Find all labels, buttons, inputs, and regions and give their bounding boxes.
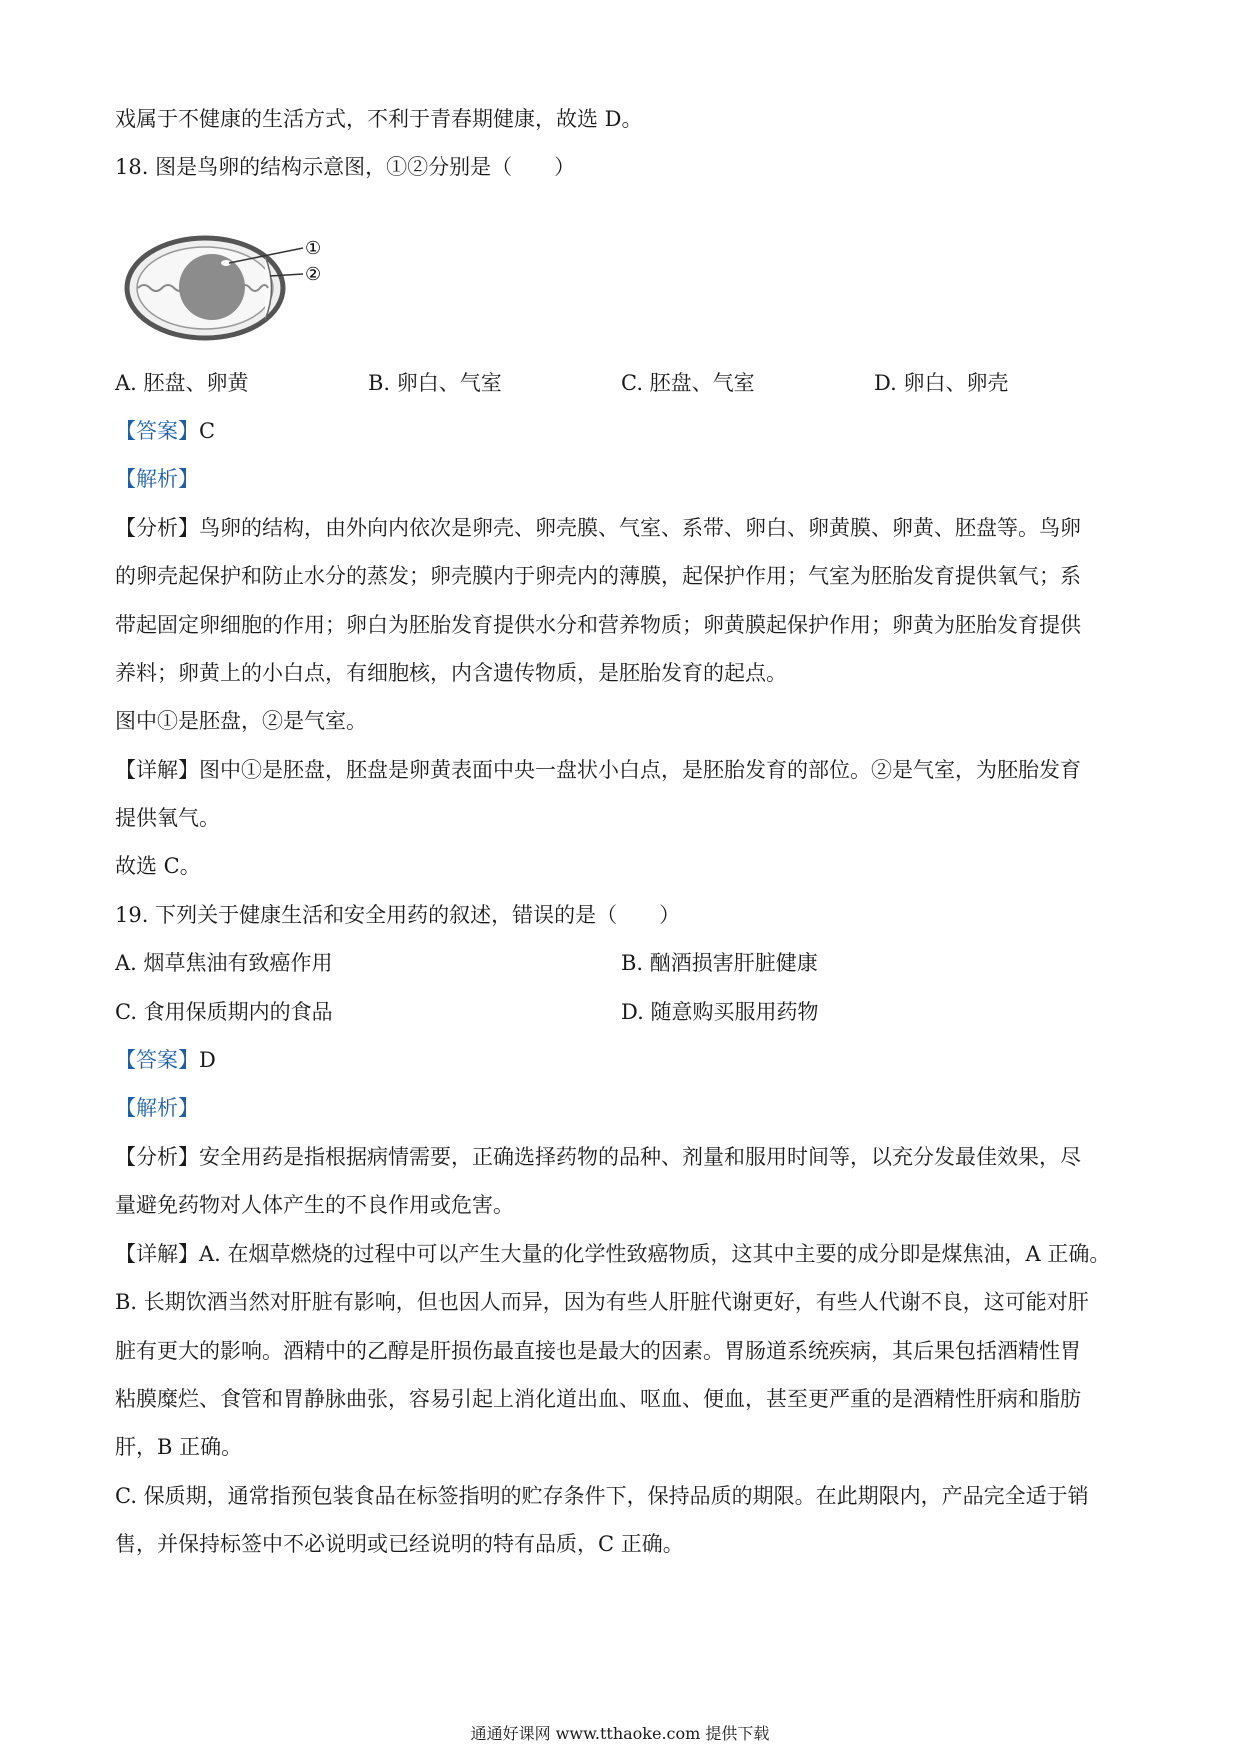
text-line: 脏有更大的影响。酒精中的乙醇是肝损伤最直接也是最大的因素。胃肠道系统疾病，其后果包括酒精性胃 <box>115 1339 1081 1363</box>
q19-answer-value: D <box>199 1048 216 1072</box>
q18-analysis-line <box>115 513 1130 543</box>
text-line: B. 长期饮酒当然对肝脏有影响，但也因人而异，因为有些人肝脏代谢更好，有些人代谢不良，这可能对肝 <box>115 1290 1089 1314</box>
text-line: A. 在烟草燃烧的过程中可以产生大量的化学性致癌物质，这其中主要的成分即是煤焦油，A 正确。 <box>199 1242 1111 1266</box>
q18-analysis-heading <box>115 464 1130 494</box>
text-line: 养料；卵黄上的小白点，有细胞核，内含遗传物质，是胚胎发育的起点。 <box>115 661 787 685</box>
label-1: ① <box>305 238 322 259</box>
q18-option-d: D. 卵白、卵壳 <box>874 371 1009 395</box>
question-18: 18. 图是鸟卵的结构示意图，①②分别是（ ） <box>115 155 576 179</box>
text-line: 肝，B 正确。 <box>115 1435 243 1459</box>
footer-watermark: 通通好课网 www.tthaoke.com 提供下载 <box>470 1724 770 1743</box>
text-line: 提供氧气。 <box>115 806 220 830</box>
yolk <box>179 254 245 320</box>
q18-option-c: C. 胚盘、气室 <box>621 371 755 395</box>
q18-detail-line <box>115 755 1130 785</box>
q19-option-b: B. 酗酒损害肝脏健康 <box>621 951 818 975</box>
q19-option-d: D. 随意购买服用药物 <box>621 1000 819 1024</box>
text-line: 故选 C。 <box>115 854 201 878</box>
q18-answer-value: C <box>199 419 216 443</box>
analysis-tag: 【解析】 <box>115 467 199 491</box>
text-line: 鸟卵的结构，由外向内依次是卵壳、卵壳膜、气室、系带、卵白、卵黄膜、卵黄、胚盘等。鸟卵 <box>199 516 1081 540</box>
q18-answer-line <box>115 416 1130 446</box>
text-line: 售，并保持标签中不必说明或已经说明的特有品质，C 正确。 <box>115 1532 684 1556</box>
q19-option-a: A. 烟草焦油有致癌作用 <box>115 951 333 975</box>
answer-tag: 【答案】 <box>115 1048 199 1072</box>
text-line: 带起固定卵细胞的作用；卵白为胚胎发育提供水分和营养物质；卵黄膜起保护作用；卵黄为胚胎发育提供 <box>115 613 1081 637</box>
q19-analysis-line <box>115 1142 1130 1172</box>
xiangjie-tag: 【详解】 <box>115 758 199 782</box>
q19-answer-line <box>115 1045 1130 1075</box>
q18-option-a: A. 胚盘、卵黄 <box>115 371 249 395</box>
text-line: 量避免药物对人体产生的不良作用或危害。 <box>115 1193 514 1217</box>
text-line: 安全用药是指根据病情需要，正确选择药物的品种、剂量和服用时间等，以充分发最佳效果，尽 <box>199 1145 1081 1169</box>
q19-option-c: C. 食用保质期内的食品 <box>115 1000 333 1024</box>
label-2: ② <box>305 264 322 285</box>
text-line: 戏属于不健康的生活方式，不利于青春期健康，故选 D。 <box>115 107 643 131</box>
text-line: 图中①是胚盘，胚盘是卵黄表面中央一盘状小白点，是胚胎发育的部位。②是气室，为胚胎发育 <box>199 758 1081 782</box>
fenxi-tag: 【分析】 <box>115 1145 199 1169</box>
analysis-tag: 【解析】 <box>115 1096 199 1120</box>
xiangjie-tag: 【详解】 <box>115 1242 199 1266</box>
q19-detail-line <box>115 1239 1130 1269</box>
text-line: C. 保质期，通常指预包装食品在标签指明的贮存条件下，保持品质的期限。在此期限内，产品完全适于销 <box>115 1484 1089 1508</box>
text-line: 的卵壳起保护和防止水分的蒸发；卵壳膜内于卵壳内的薄膜，起保护作用；气室为胚胎发育提供氧气；系 <box>115 564 1081 588</box>
answer-tag: 【答案】 <box>115 419 199 443</box>
fenxi-tag: 【分析】 <box>115 516 199 540</box>
question-19: 19. 下列关于健康生活和安全用药的叙述，错误的是（ ） <box>115 903 681 927</box>
text-line: 图中①是胚盘，②是气室。 <box>115 709 367 733</box>
q19-analysis-heading <box>115 1093 1130 1123</box>
text-line: 粘膜糜烂、食管和胃静脉曲张，容易引起上消化道出血、呕血、便血，甚至更严重的是酒精性肝病和脂肪 <box>115 1387 1081 1411</box>
egg-structure-diagram <box>120 228 340 348</box>
q18-option-b: B. 卵白、气室 <box>368 371 502 395</box>
